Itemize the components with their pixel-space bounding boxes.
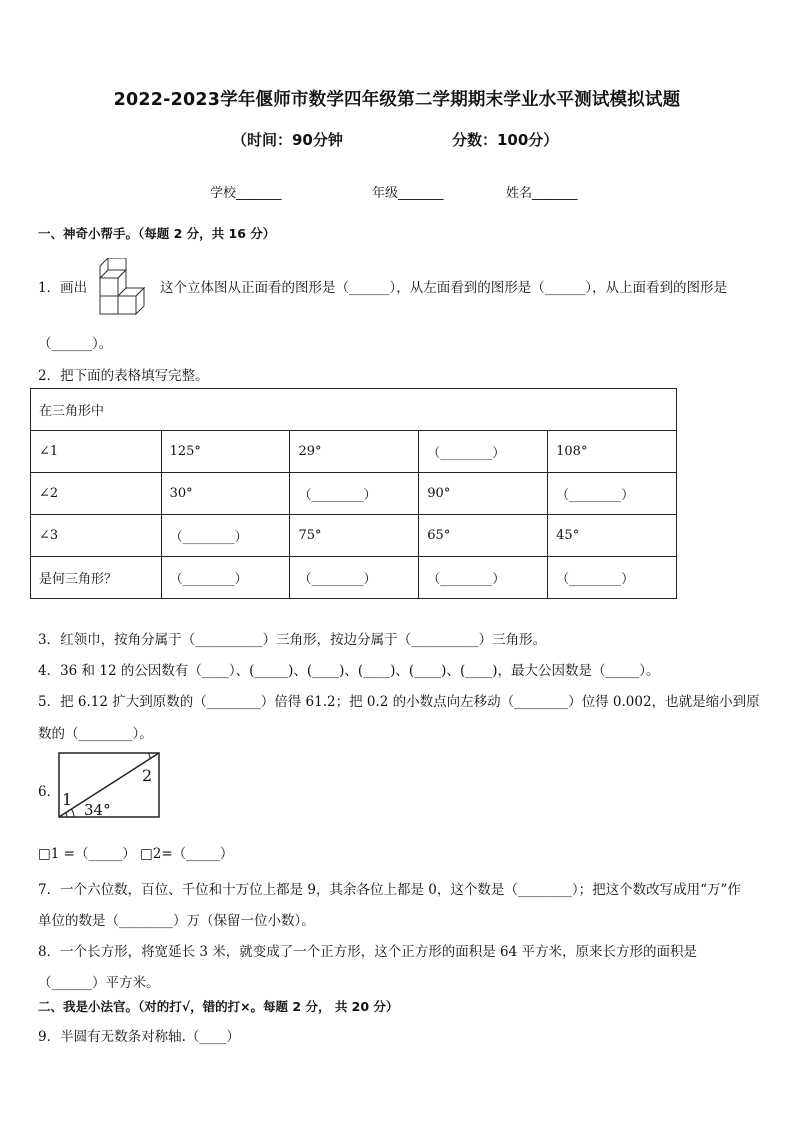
table-row [31, 515, 677, 557]
rectangle-diagonal-figure [58, 752, 162, 824]
table-cell: 29° [290, 431, 419, 473]
angle-degree-label: 34° [84, 801, 111, 819]
section-2-heading: 二、我是小法官。（对的打√，错的打×。每题 2 分， 共 20 分） [38, 999, 399, 1014]
school-field: 学校_______ [210, 186, 282, 201]
table-cell: ∠2 [31, 473, 162, 515]
table-cell: （________） [548, 473, 677, 515]
table-cell: 125° [161, 431, 290, 473]
q8-text-cont: （______）平方米。 [38, 975, 160, 991]
q6-answer: □1 =（_____） □2=（_____） [38, 846, 234, 862]
exam-score: 分数：100分） [452, 131, 559, 149]
section-1-heading: 一、神奇小帮手。（每题 2 分，共 16 分） [38, 226, 276, 241]
q4-text: 4．36 和 12 的公因数有（____）、(_____)、(____)、(____)、(____)、(____)，最大公因数是（_____）。 [38, 663, 660, 679]
table-cell: 45° [548, 515, 677, 557]
q8-text: 8．一个长方形，将宽延长 3 米，就变成了一个正方形，这个正方形的面积是 64 平方米，原来长方形的面积是 [38, 944, 698, 960]
table-cell: （________） [419, 557, 548, 599]
table-header-row [31, 389, 677, 431]
table-cell: （________） [548, 557, 677, 599]
table-cell: 65° [419, 515, 548, 557]
q1-text-cont: （______）。 [38, 336, 113, 352]
q7-text-cont: 单位的数是（________）万（保留一位小数）。 [38, 913, 315, 929]
table-header: 在三角形中 [31, 389, 677, 431]
q6-number: 6． [38, 784, 61, 800]
table-row [31, 431, 677, 473]
table-cell: （________） [419, 431, 548, 473]
table-cell: 108° [548, 431, 677, 473]
table-cell: ∠1 [31, 431, 162, 473]
cube-figure [98, 258, 158, 322]
angle-1-label: 1 [62, 790, 73, 809]
table-cell: 90° [419, 473, 548, 515]
table-row [31, 473, 677, 515]
table-cell: 30° [161, 473, 290, 515]
q7-text: 7．一个六位数，百位、千位和十万位上都是 9，其余各位上都是 0，这个数是（________）；把这个数改写成用“万”作 [38, 882, 741, 898]
exam-time: （时间：90分钟 [232, 131, 343, 149]
angle-table [30, 388, 677, 599]
table-cell: ∠3 [31, 515, 162, 557]
table-row [31, 557, 677, 599]
grade-field: 年级_______ [372, 186, 444, 201]
table-cell: （________） [161, 557, 290, 599]
table-cell: （________） [290, 473, 419, 515]
q2-text: 2．把下面的表格填写完整。 [38, 368, 209, 384]
name-field: 姓名_______ [506, 186, 578, 201]
table-cell: 是何三角形？ [31, 557, 162, 599]
q3-text: 3．红领巾，按角分属于（__________）三角形，按边分属于（__________）三角形。 [38, 632, 547, 648]
table-cell: 75° [290, 515, 419, 557]
q9-text: 9．半圆有无数条对称轴.（____） [38, 1029, 240, 1045]
q5-text-cont: 数的（________）。 [38, 726, 153, 742]
table-cell: （________） [161, 515, 290, 557]
table-cell: （________） [290, 557, 419, 599]
q1-text: 这个立体图从正面看的图形是（______），从左面看到的图形是（______），从上面看到的图形是 [160, 280, 727, 296]
angle-2-label: 2 [142, 766, 153, 785]
page-title: 2022-2023学年偃师市数学四年级第二学期期末学业水平测试模拟试题 [113, 90, 681, 110]
q1-number: 1．画出 [38, 280, 88, 296]
q5-text: 5．把 6.12 扩大到原数的（________）倍得 61.2；把 0.2 的小数点向左移动（________）位得 0.002，也就是缩小到原 [38, 694, 760, 710]
